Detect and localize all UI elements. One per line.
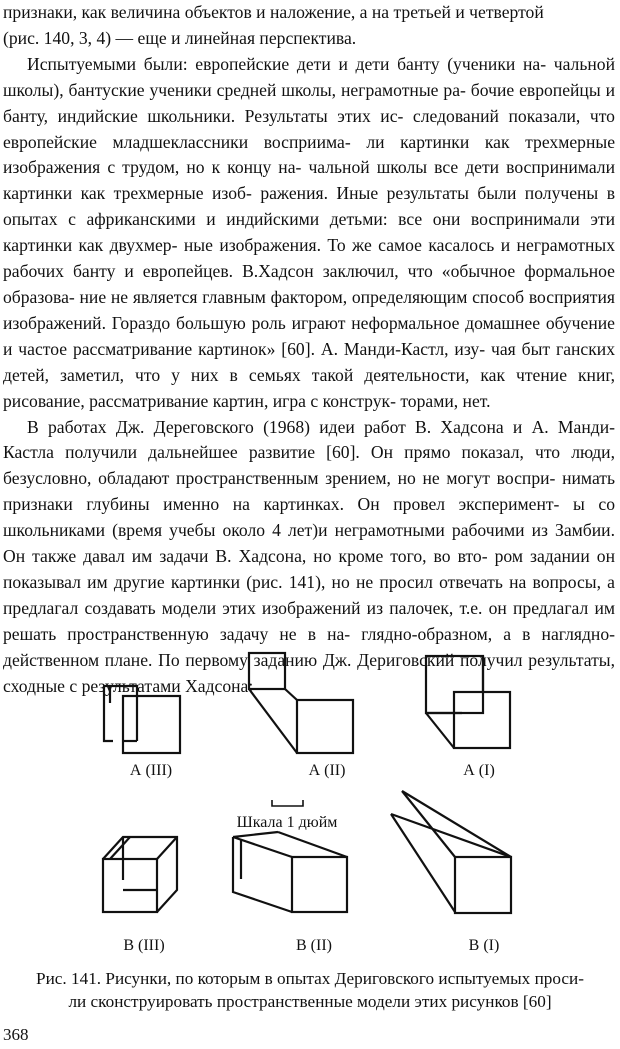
text-line: (рис. 140, 3, 4) — еще и линейная перспектива.: [3, 27, 357, 48]
text-line: европейцев. В.Хадсон заключил, что «обычное формальное образова-: [3, 261, 615, 307]
drawing-a-ii: [249, 653, 353, 753]
label-b-ii: В (II): [296, 937, 332, 954]
drawing-a-i: [426, 656, 510, 748]
label-a-ii: А (II): [308, 762, 346, 779]
text-line: торами, нет.: [400, 390, 491, 411]
text-line: чая быт ганских детей, заметил, что у них в семьях такой деятельности,: [3, 338, 615, 385]
text-line: ли картинки как трехмерные изображения с трудом, но к концу на-: [3, 131, 616, 178]
text-line: признаки, как величина объектов и наложение, а на третьей и четвертой: [3, 2, 544, 22]
caption-line: Рис. 141. Рисунки, по которым в опытах Дериговского испытуемых проси-: [36, 969, 584, 988]
text-line: ы со школьниками (время учебы около 4 лет)и неграмотными рабочими: [3, 494, 615, 541]
label-b-i: В (I): [468, 937, 500, 954]
text-line: Кастла получили дальнейшее развитие [60]. Он прямо показал, что люди,: [3, 442, 615, 463]
text-line: бочие европейцы и банту, индийские школьники. Результаты этих ис-: [3, 79, 615, 126]
figure-caption: [0, 967, 620, 1013]
text-line: индийскими детьми: все они воспринимали эти картинки как двухмер-: [3, 209, 615, 256]
text-line: ражения. Иные результаты были получены в опытах с африканскими и: [3, 183, 616, 230]
figure-141: [0, 648, 620, 983]
drawing-a-iii: [104, 686, 180, 753]
label-b-iii: В (III): [123, 937, 165, 954]
text-line: отвечать на вопросы, а предлагал создавать модели этих изображений из: [3, 571, 615, 618]
drawing-b-i: [391, 791, 511, 913]
body-text: [3, 0, 615, 699]
text-line: чальной школы), бантуские ученики средней школы, неграмотные ра-: [3, 53, 615, 100]
text-line: Испытуемыми были: европейские дети и дети банту (ученики на-: [27, 53, 547, 74]
text-line: глядно-образном, а в наглядно-действенном плане. По первому заданию: [3, 623, 616, 670]
text-line: В работах Дж. Дереговского (1968) идеи работ В. Хадсона и А. Манди-: [27, 416, 615, 437]
text-line: палочек, т.е. он предлагал им решать пространственную задачу не в на-: [3, 597, 615, 644]
text-line: нимать признаки глубины именно на картинках. Он провел эксперимент-: [3, 468, 616, 515]
text-line: следований показали, что европейские младшеклассники восприима-: [3, 105, 615, 152]
scale-label: Шкала 1 дюйм: [236, 814, 338, 831]
text-line: ные изображения. То же самое касалось и неграмотных рабочих банту и: [3, 235, 616, 282]
text-line: ние не является главным фактором, определяющим способ восприятия: [79, 286, 615, 307]
text-line: ром задании он показывал им другие картинки (рис. 141), но не просил: [3, 546, 615, 592]
paragraph-2: [3, 52, 615, 415]
page-number: 368: [3, 1025, 29, 1044]
text-line: из Замбии. Он также давал им задачи В. Хадсона, но кроме того, во вто-: [3, 520, 615, 567]
drawing-b-ii: [233, 832, 347, 912]
text-line: обучение и частое рассматривание картинок» [60]. А. Манди-Кастл, изу-: [3, 312, 615, 359]
text-line: как чтение книг, рисование, рассматривание картин, игра с конструк-: [3, 364, 616, 411]
text-line: Дж. Дериговский получил результаты, сходные с результатами Хадсона:: [3, 649, 615, 696]
text-line: безусловно, обладают пространственным зрением, но не могут воспри-: [3, 468, 556, 489]
caption-line: ли сконструировать пространственные модели этих рисунков [60]: [68, 992, 552, 1011]
label-a-iii: А (III): [129, 762, 173, 779]
paragraph-1: [3, 0, 615, 52]
scale-bar: [272, 800, 303, 806]
text-line: чальной школы все дети воспринимали картинки как трехмерные изоб-: [3, 157, 615, 204]
label-a-i: А (I): [463, 762, 495, 779]
text-line: изображений. Гораздо большую роль играют неформальное домашнее: [3, 312, 540, 333]
drawing-b-iii: [103, 837, 177, 912]
